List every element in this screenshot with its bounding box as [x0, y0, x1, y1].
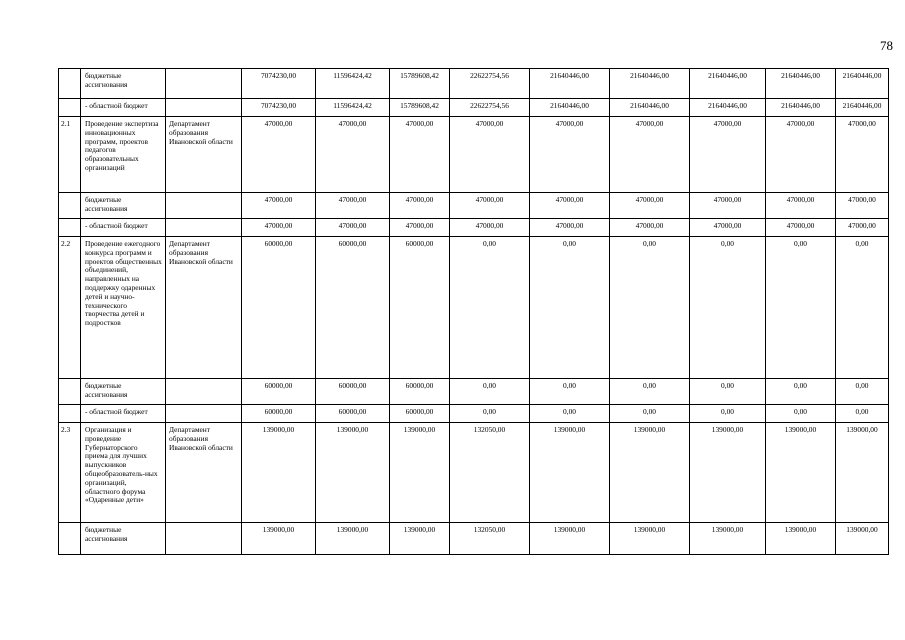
value-cell: 47000,00 — [610, 219, 690, 237]
value-cell: 0,00 — [530, 237, 610, 379]
value-cell: 47000,00 — [390, 219, 450, 237]
value-cell: 47000,00 — [316, 117, 390, 193]
row-index-cell — [59, 193, 81, 219]
value-cell: 47000,00 — [242, 193, 316, 219]
value-cell: 60000,00 — [316, 237, 390, 379]
value-cell: 139000,00 — [766, 423, 836, 523]
row-department-cell: Департамент образования Ивановской области — [166, 117, 242, 193]
row-department-cell — [166, 219, 242, 237]
value-cell: 139000,00 — [610, 523, 690, 555]
value-cell: 60000,00 — [242, 237, 316, 379]
row-index-cell: 2.2 — [59, 237, 81, 379]
row-name-cell: бюджетные ассигнования — [81, 523, 166, 555]
value-cell: 21640446,00 — [530, 69, 610, 99]
value-cell: 0,00 — [610, 405, 690, 423]
value-cell: 47000,00 — [316, 219, 390, 237]
value-cell: 47000,00 — [690, 219, 766, 237]
value-cell: 47000,00 — [530, 219, 610, 237]
value-cell: 60000,00 — [316, 379, 390, 405]
value-cell: 139000,00 — [316, 423, 390, 523]
row-name-cell: - областной бюджет — [81, 219, 166, 237]
value-cell: 0,00 — [690, 405, 766, 423]
value-cell: 139000,00 — [690, 423, 766, 523]
value-cell: 60000,00 — [316, 405, 390, 423]
table-row — [59, 379, 889, 405]
row-index-cell — [59, 69, 81, 99]
value-cell: 7074230,00 — [242, 99, 316, 117]
value-cell: 47000,00 — [836, 219, 889, 237]
value-cell: 0,00 — [766, 379, 836, 405]
value-cell: 21640446,00 — [690, 69, 766, 99]
row-name-cell: Проведение ежегодного конкурса программ и проектов общественных объединений, направленных на поддержку одаренных детей и научно-технического творчества детей и подростков — [81, 237, 166, 379]
value-cell: 47000,00 — [836, 193, 889, 219]
value-cell: 15789608,42 — [390, 99, 450, 117]
value-cell: 60000,00 — [390, 379, 450, 405]
row-index-cell — [59, 99, 81, 117]
value-cell: 139000,00 — [242, 423, 316, 523]
value-cell: 47000,00 — [610, 193, 690, 219]
value-cell: 139000,00 — [316, 523, 390, 555]
value-cell: 60000,00 — [242, 405, 316, 423]
value-cell: 47000,00 — [766, 219, 836, 237]
value-cell: 0,00 — [690, 237, 766, 379]
row-index-cell — [59, 219, 81, 237]
row-index-cell — [59, 523, 81, 555]
budget-table — [58, 68, 889, 555]
value-cell: 21640446,00 — [690, 99, 766, 117]
value-cell: 139000,00 — [690, 523, 766, 555]
value-cell: 21640446,00 — [836, 69, 889, 99]
value-cell: 21640446,00 — [610, 69, 690, 99]
table-row — [59, 219, 889, 237]
row-department-cell: Департамент образования Ивановской области — [166, 237, 242, 379]
value-cell: 47000,00 — [450, 219, 530, 237]
row-department-cell — [166, 99, 242, 117]
value-cell: 139000,00 — [766, 523, 836, 555]
value-cell: 47000,00 — [836, 117, 889, 193]
value-cell: 139000,00 — [836, 423, 889, 523]
value-cell: 47000,00 — [316, 193, 390, 219]
budget-table-body — [59, 69, 889, 555]
value-cell: 0,00 — [836, 237, 889, 379]
row-name-cell: - областной бюджет — [81, 405, 166, 423]
value-cell: 0,00 — [766, 405, 836, 423]
value-cell: 139000,00 — [530, 423, 610, 523]
value-cell: 21640446,00 — [610, 99, 690, 117]
value-cell: 139000,00 — [610, 423, 690, 523]
table-row — [59, 117, 889, 193]
value-cell: 0,00 — [530, 405, 610, 423]
row-name-cell: Проведение экспертиза инновационных программ, проектов педагогов образовательных организаций — [81, 117, 166, 193]
page-number: 78 — [880, 38, 893, 53]
value-cell: 139000,00 — [836, 523, 889, 555]
value-cell: 139000,00 — [530, 523, 610, 555]
value-cell: 60000,00 — [390, 405, 450, 423]
value-cell: 47000,00 — [690, 193, 766, 219]
value-cell: 21640446,00 — [766, 99, 836, 117]
table-row — [59, 523, 889, 555]
row-department-cell — [166, 523, 242, 555]
value-cell: 22622754,56 — [450, 69, 530, 99]
value-cell: 47000,00 — [766, 193, 836, 219]
value-cell: 47000,00 — [530, 117, 610, 193]
value-cell: 47000,00 — [390, 117, 450, 193]
row-department-cell — [166, 69, 242, 99]
value-cell: 0,00 — [836, 379, 889, 405]
value-cell: 47000,00 — [610, 117, 690, 193]
row-name-cell: Организация и проведение Губернаторского приема для лучших выпускников общеобразователь-ных организаций, областного форума «Одаренные дети» — [81, 423, 166, 523]
value-cell: 0,00 — [450, 237, 530, 379]
value-cell: 47000,00 — [242, 117, 316, 193]
value-cell: 22622754,56 — [450, 99, 530, 117]
value-cell: 0,00 — [766, 237, 836, 379]
value-cell: 0,00 — [610, 237, 690, 379]
value-cell: 21640446,00 — [530, 99, 610, 117]
value-cell: 47000,00 — [450, 193, 530, 219]
table-row — [59, 423, 889, 523]
table-row — [59, 193, 889, 219]
row-index-cell — [59, 405, 81, 423]
row-name-cell: бюджетные ассигнования — [81, 379, 166, 405]
value-cell: 21640446,00 — [836, 99, 889, 117]
table-row — [59, 237, 889, 379]
row-index-cell — [59, 379, 81, 405]
value-cell: 47000,00 — [390, 193, 450, 219]
row-department-cell — [166, 379, 242, 405]
value-cell: 21640446,00 — [766, 69, 836, 99]
row-name-cell: - областной бюджет — [81, 99, 166, 117]
table-row — [59, 405, 889, 423]
value-cell: 11596424,42 — [316, 69, 390, 99]
value-cell: 47000,00 — [450, 117, 530, 193]
value-cell: 47000,00 — [530, 193, 610, 219]
value-cell: 15789608,42 — [390, 69, 450, 99]
row-department-cell — [166, 193, 242, 219]
table-row — [59, 99, 889, 117]
value-cell: 47000,00 — [690, 117, 766, 193]
value-cell: 11596424,42 — [316, 99, 390, 117]
value-cell: 60000,00 — [390, 237, 450, 379]
value-cell: 0,00 — [836, 405, 889, 423]
value-cell: 132050,00 — [450, 523, 530, 555]
row-index-cell: 2.3 — [59, 423, 81, 523]
value-cell: 139000,00 — [390, 423, 450, 523]
value-cell: 139000,00 — [242, 523, 316, 555]
value-cell: 139000,00 — [390, 523, 450, 555]
row-index-cell: 2.1 — [59, 117, 81, 193]
row-name-cell: бюджетные ассигнования — [81, 193, 166, 219]
value-cell: 0,00 — [690, 379, 766, 405]
value-cell: 47000,00 — [766, 117, 836, 193]
row-department-cell: Департамент образования Ивановской области — [166, 423, 242, 523]
table-row — [59, 69, 889, 99]
row-department-cell — [166, 405, 242, 423]
value-cell: 47000,00 — [242, 219, 316, 237]
value-cell: 0,00 — [530, 379, 610, 405]
value-cell: 7074230,00 — [242, 69, 316, 99]
value-cell: 132050,00 — [450, 423, 530, 523]
value-cell: 60000,00 — [242, 379, 316, 405]
value-cell: 0,00 — [450, 379, 530, 405]
row-name-cell: бюджетные ассигнования — [81, 69, 166, 99]
value-cell: 0,00 — [450, 405, 530, 423]
value-cell: 0,00 — [610, 379, 690, 405]
